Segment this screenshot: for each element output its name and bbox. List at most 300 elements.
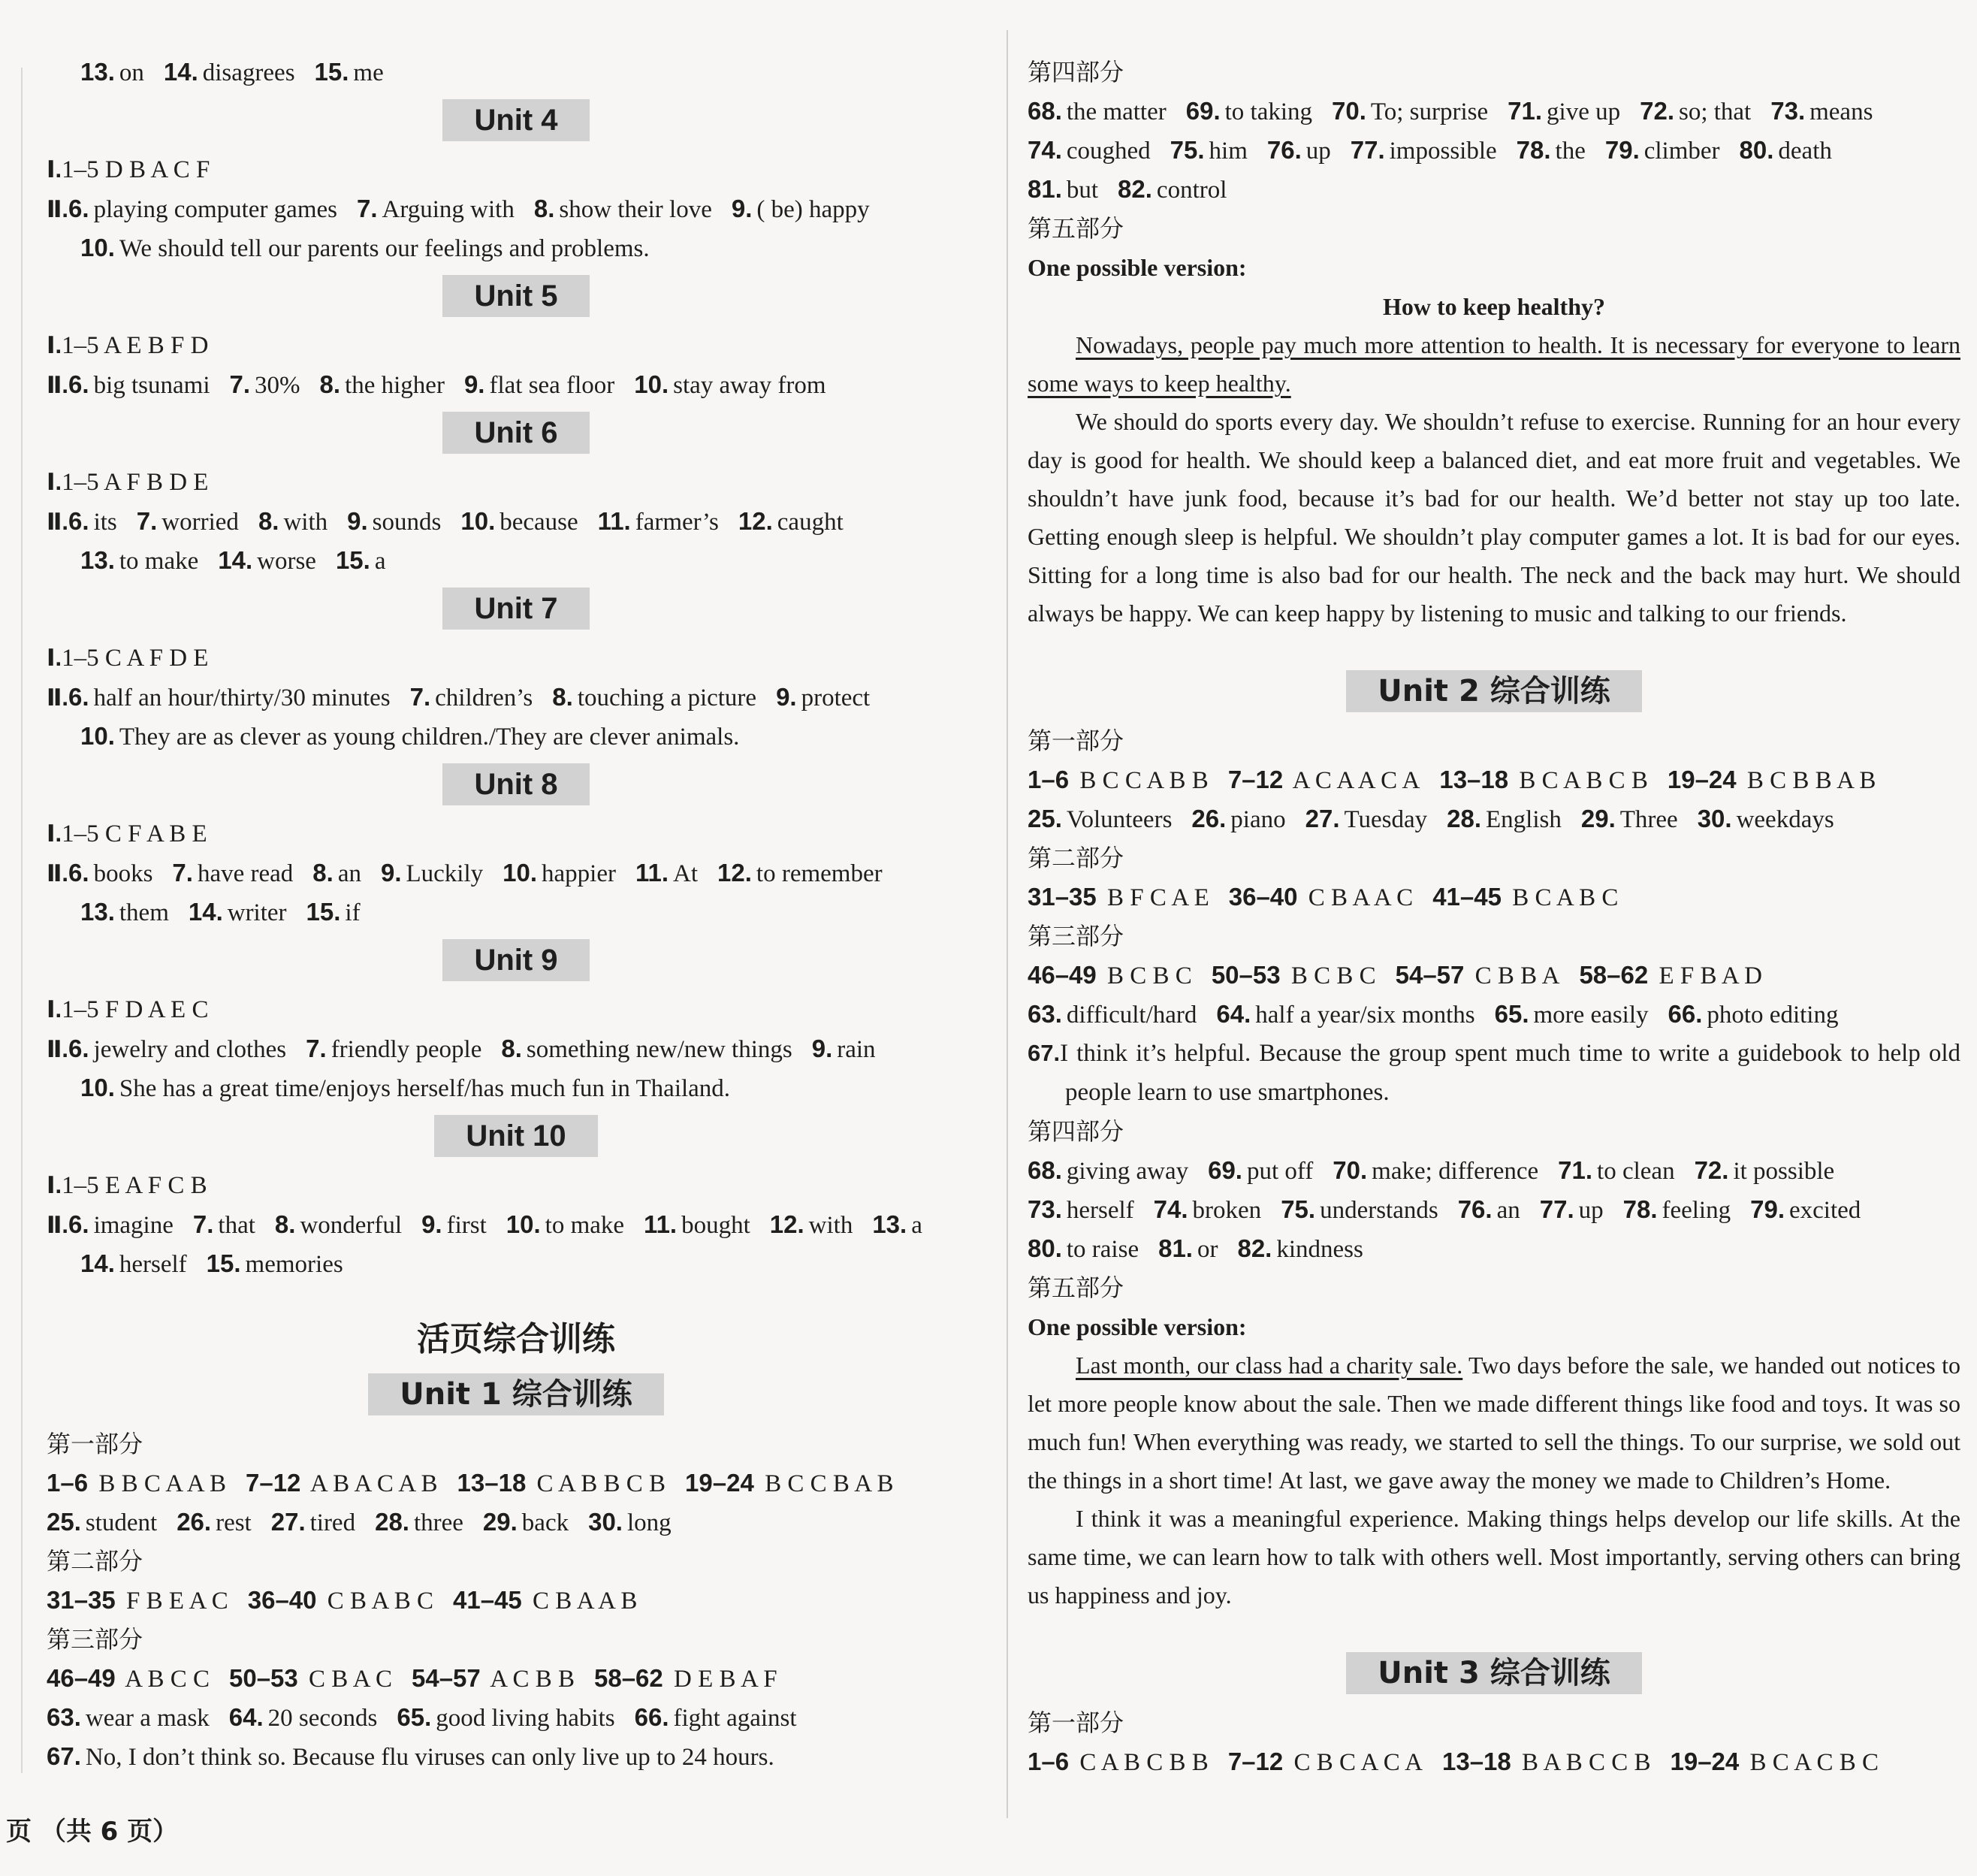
question-number: 11. (635, 859, 669, 887)
choice-group (248, 1588, 433, 1615)
unit-title: Unit 10 (434, 1115, 597, 1157)
answer-text: Volunteers (1066, 806, 1173, 833)
question-number: 25. (47, 1508, 81, 1536)
answer-line (1028, 995, 1960, 1034)
choice-letters: C B C A C A (1287, 1749, 1423, 1776)
answer-text: control (1156, 177, 1227, 204)
answer-item (312, 860, 361, 887)
answer-item (1668, 1001, 1839, 1029)
choice-answer-line (1028, 760, 1960, 799)
question-range: 58–62 (1579, 961, 1649, 989)
choice-group (594, 1666, 777, 1693)
answer-text: worse (257, 548, 316, 575)
underlined-topic-sentence: Last month, our class had a charity sale. (1076, 1352, 1463, 1379)
answer-text: caught (777, 509, 844, 536)
answer-item (776, 684, 870, 711)
question-number: 7. (136, 507, 158, 535)
question-number: 30. (1697, 805, 1732, 832)
part-label: 第五部分 (1028, 214, 1124, 243)
answer-item (1305, 806, 1428, 833)
choice-letters: 1–5 C F A B E (62, 820, 207, 847)
answer-text: a (911, 1212, 922, 1239)
answer-text: farmer’s (635, 509, 719, 536)
choice-group (457, 1470, 666, 1497)
answer-item (68, 509, 117, 536)
question-number: 69. (1208, 1156, 1242, 1184)
part-label: 第三部分 (47, 1625, 143, 1654)
choice-letters: B B C A A B (92, 1470, 226, 1497)
question-number: 6. (68, 195, 89, 222)
question-number: 9. (380, 859, 402, 887)
answer-text: tired (309, 1509, 356, 1536)
answer-text: coughed (1066, 137, 1151, 165)
roman-numeral: Ⅱ. (47, 1212, 69, 1238)
answer-item (483, 1509, 569, 1536)
answer-text: Luckily (406, 860, 484, 887)
answer-item (137, 509, 239, 536)
choice-group (412, 1666, 575, 1693)
choice-letters: 1–5 C A F D E (62, 645, 209, 672)
choice-letters: B F C A E (1100, 884, 1209, 911)
question-number: 73. (1770, 97, 1806, 125)
answer-text: jewelry and clothes (93, 1036, 287, 1063)
question-number: 7. (409, 683, 431, 711)
answer-text: its (93, 509, 117, 536)
answer-text: I think it’s helpful. Because the group spent much time to write a guidebook to help old people learn to use smartphones. (1060, 1040, 1960, 1106)
answer-item (1154, 1197, 1262, 1224)
question-number: 9. (463, 370, 485, 398)
roman-numeral: Ⅰ. (47, 820, 62, 847)
answer-line (47, 1503, 985, 1542)
page-footer: 页 （共 6 页） (6, 1817, 179, 1847)
question-number: 10. (460, 507, 496, 535)
section-one-answers (47, 463, 985, 502)
answer-text: Three (1619, 806, 1678, 833)
question-number: 6. (68, 370, 89, 398)
answer-text: him (1209, 137, 1248, 165)
answer-text: touching a picture (577, 684, 757, 711)
unit-heading (47, 588, 985, 630)
question-number: 67. (1028, 1040, 1061, 1066)
question-number: 76. (1266, 136, 1302, 164)
unit-title: Unit 8 (442, 763, 589, 805)
answer-text: means (1809, 98, 1873, 125)
part-label: 第四部分 (1028, 58, 1124, 86)
question-number: 13. (872, 1210, 907, 1238)
answer-text: excited (1788, 1197, 1861, 1224)
question-range: 46–49 (1028, 961, 1097, 989)
answer-item (1623, 1197, 1731, 1224)
answer-item (229, 1705, 378, 1732)
question-number: 7. (172, 859, 193, 887)
choice-group (1229, 884, 1413, 911)
answer-text: children’s (435, 684, 533, 711)
question-range: 13–18 (457, 1469, 527, 1497)
choice-group (685, 1470, 894, 1497)
choice-letters: B C A C B C (1743, 1749, 1879, 1776)
question-number: 13. (80, 58, 115, 86)
answer-text: Tuesday (1344, 806, 1428, 833)
choice-answer-line (1028, 878, 1960, 917)
answer-text: We should tell our parents our feelings and problems. (119, 235, 650, 262)
answer-item (68, 684, 391, 711)
answer-line (47, 1737, 985, 1776)
roman-numeral: Ⅱ. (47, 1036, 69, 1062)
roman-numeral: Ⅰ. (47, 156, 62, 183)
question-number: 9. (731, 195, 753, 222)
answer-item (1237, 1236, 1363, 1263)
answer-text: to make (119, 548, 199, 575)
answer-text: more easily (1533, 1001, 1649, 1029)
answer-text: up (1305, 137, 1331, 165)
choice-letters: C B A A B (526, 1588, 638, 1615)
question-number: 75. (1170, 136, 1205, 164)
left-margin-rule (21, 68, 23, 1773)
answer-text: the (1555, 137, 1586, 165)
answer-text: an (337, 860, 361, 887)
answer-item (1605, 137, 1720, 165)
question-range: 31–35 (1028, 883, 1097, 911)
choice-letters: 1–5 A E B F D (62, 332, 209, 359)
answer-text: student (85, 1509, 158, 1536)
question-number: 78. (1516, 136, 1551, 164)
answer-item (634, 372, 826, 399)
answer-text: She has a great time/enjoys herself/has much fun in Thailand. (119, 1075, 731, 1102)
answer-item (315, 59, 384, 86)
question-number: 70. (1332, 97, 1366, 125)
answer-text: to raise (1066, 1236, 1139, 1263)
unit-title: Unit 9 (442, 939, 589, 981)
unit-heading (47, 1373, 985, 1415)
choice-letters: C A B B C B (530, 1470, 666, 1497)
roman-numeral: Ⅰ. (47, 469, 62, 495)
question-number: 68. (1028, 97, 1062, 125)
choice-group (1212, 962, 1376, 989)
answer-text: to clean (1597, 1158, 1675, 1185)
question-number: 30. (588, 1508, 623, 1536)
question-number: 67. (47, 1742, 81, 1770)
roman-numeral: Ⅰ. (47, 996, 62, 1023)
answer-text: to remember (756, 860, 883, 887)
answer-item (1540, 1197, 1604, 1224)
roman-numeral: Ⅱ. (47, 860, 69, 887)
continued-answers (47, 1244, 985, 1283)
question-number: 29. (482, 1508, 518, 1536)
question-range: 36–40 (247, 1586, 317, 1614)
section-one-answers (47, 639, 985, 678)
answer-text: herself (119, 1251, 187, 1278)
answer-item (47, 1744, 774, 1771)
section-two-answers (47, 1205, 985, 1244)
answer-item (68, 372, 210, 399)
answer-text: happier (542, 860, 616, 887)
question-number: 8. (533, 195, 555, 222)
answer-text: it possible (1733, 1158, 1835, 1185)
answer-text: bought (681, 1212, 750, 1239)
answer-item (397, 1705, 614, 1732)
answer-item (1267, 137, 1331, 165)
answer-line (1028, 92, 1960, 131)
section-one-answers (47, 326, 985, 365)
answer-item (1158, 1236, 1218, 1263)
choice-group (1028, 767, 1209, 794)
question-number: 77. (1350, 136, 1385, 164)
answer-item (1351, 137, 1497, 165)
question-number: 71. (1508, 97, 1543, 125)
answer-item (381, 860, 483, 887)
answer-line (1028, 170, 1960, 209)
answer-item (1028, 98, 1167, 125)
question-number: 28. (1447, 805, 1482, 832)
answer-item (47, 1509, 157, 1536)
question-number: 12. (738, 507, 773, 535)
choice-letters: 1–5 E A F C B (62, 1172, 207, 1199)
answer-line (1028, 799, 1960, 838)
answer-item (717, 860, 883, 887)
part-label: 第二部分 (47, 1547, 143, 1575)
answer-text: put off (1246, 1158, 1314, 1185)
answer-item (80, 899, 169, 926)
choice-letters: A B C C (119, 1666, 210, 1693)
answer-item (193, 1212, 255, 1239)
choice-group (1671, 1749, 1879, 1776)
choice-letters: C B B A (1468, 962, 1560, 989)
answer-text: giving away (1066, 1158, 1189, 1185)
answer-item (410, 684, 533, 711)
roman-numeral: Ⅰ. (47, 1172, 62, 1198)
spacer (1028, 1615, 1960, 1645)
question-number: 25. (1028, 805, 1062, 832)
question-number: 10. (80, 722, 115, 750)
question-range: 13–18 (1441, 1748, 1511, 1775)
question-number: 74. (1028, 136, 1062, 164)
question-number: 28. (375, 1508, 409, 1536)
section-two-answers (47, 853, 985, 893)
answer-text: an (1496, 1197, 1520, 1224)
answer-item (1028, 1236, 1139, 1263)
choice-group (1432, 884, 1618, 911)
choice-group (1028, 884, 1209, 911)
question-number: 14. (80, 1249, 115, 1277)
question-number: 10. (80, 1074, 115, 1101)
choice-letters: B C C A B B (1073, 767, 1209, 794)
choice-group (1228, 767, 1420, 794)
answer-text: the higher (345, 372, 445, 399)
choice-answer-line (47, 1659, 985, 1698)
answer-item (770, 1212, 853, 1239)
question-number: 8. (274, 1210, 296, 1238)
answer-text: herself (1066, 1197, 1134, 1224)
answer-item (68, 196, 337, 223)
answer-text: half an hour/thirty/30 minutes (93, 684, 391, 711)
choice-letters: E F B A D (1653, 962, 1762, 989)
section-two-answers (47, 365, 985, 404)
question-number: 81. (1158, 1234, 1193, 1262)
answer-item (1028, 1158, 1188, 1185)
question-number: 29. (1580, 805, 1616, 832)
answer-line (1028, 131, 1960, 170)
answer-text: them (119, 899, 169, 926)
answer-text: imagine (93, 1212, 174, 1239)
answer-item (1695, 1158, 1835, 1185)
answer-line (47, 1698, 985, 1737)
essay-paragraph (1028, 1346, 1960, 1500)
question-number: 10. (503, 859, 538, 887)
question-range: 1–6 (47, 1469, 89, 1497)
answer-text: show their love (559, 196, 712, 223)
question-range: 7–12 (246, 1469, 301, 1497)
answer-text: a (374, 548, 386, 575)
section-title: 活页综合训练 (417, 1320, 615, 1358)
answer-item (68, 1036, 286, 1063)
question-number: 79. (1604, 136, 1640, 164)
question-number: 7. (306, 1035, 327, 1062)
answer-item (1508, 98, 1620, 125)
unit-title: Unit 4 (442, 99, 589, 141)
answer-text: To; surprise (1370, 98, 1489, 125)
answer-text: piano (1230, 806, 1286, 833)
choice-group (1228, 1749, 1423, 1776)
question-number: 10. (80, 234, 115, 261)
section-two-answers (47, 189, 985, 228)
continued-answers (47, 228, 985, 267)
answer-text: understands (1320, 1197, 1438, 1224)
answer-item (1495, 1001, 1649, 1029)
question-range: 50–53 (1211, 961, 1281, 989)
answer-text: three (413, 1509, 463, 1536)
question-number: 6. (68, 683, 89, 711)
answer-text: ( be) happy (756, 196, 870, 223)
answer-text: stay away from (673, 372, 826, 399)
answer-text: up (1578, 1197, 1604, 1224)
answer-text: if (345, 899, 361, 926)
question-number: 27. (270, 1508, 306, 1536)
question-number: 74. (1153, 1195, 1188, 1223)
question-number: 6. (68, 1035, 89, 1062)
choice-letters: B C A B C B (1513, 767, 1648, 794)
column-divider (1007, 30, 1008, 1818)
question-range: 1–6 (1028, 766, 1070, 793)
choice-group (47, 1588, 228, 1615)
answer-item (635, 860, 698, 887)
section-one-answers (47, 990, 985, 1029)
answer-text: weekdays (1736, 806, 1834, 833)
answer-item (68, 1212, 174, 1239)
question-number: 70. (1333, 1156, 1368, 1184)
answer-item (1333, 1158, 1538, 1185)
spacer (1028, 633, 1960, 663)
roman-numeral: Ⅰ. (47, 332, 62, 358)
answer-item (172, 860, 293, 887)
answer-item (460, 509, 578, 536)
carryover-line (47, 53, 985, 92)
unit-heading (47, 763, 985, 805)
answer-text: first (446, 1212, 487, 1239)
answer-item (1186, 98, 1312, 125)
answer-text: to taking (1224, 98, 1313, 125)
question-number: 73. (1028, 1195, 1062, 1223)
answer-item (1640, 98, 1751, 125)
question-number: 65. (1494, 1000, 1529, 1028)
question-number: 6. (68, 1210, 89, 1238)
unit-title: Unit 6 (442, 412, 589, 454)
choice-answer-line (1028, 1742, 1960, 1781)
question-number: 72. (1640, 97, 1674, 125)
answer-item (1740, 137, 1832, 165)
answer-item (1028, 1001, 1197, 1029)
question-number: 82. (1118, 175, 1152, 203)
answer-text: sounds (372, 509, 442, 536)
choice-letters: C A B C B B (1073, 1749, 1209, 1776)
answer-item (1216, 1001, 1474, 1029)
question-number: 9. (421, 1210, 442, 1238)
choice-letters: B C B C (1284, 962, 1376, 989)
answer-text: long (626, 1509, 672, 1536)
answer-item (598, 509, 719, 536)
question-number: 12. (769, 1210, 804, 1238)
question-number: 68. (1028, 1156, 1062, 1184)
question-number: 10. (634, 370, 669, 398)
answer-text: have read (197, 860, 294, 887)
answer-text: that (218, 1212, 255, 1239)
answer-item (1517, 137, 1586, 165)
choice-letters: D E B A F (667, 1666, 777, 1693)
question-range: 31–35 (47, 1586, 116, 1614)
choice-letters: C B A C (302, 1666, 392, 1693)
answer-text: but (1066, 177, 1099, 204)
answer-item (306, 899, 361, 926)
choice-group (1442, 1749, 1651, 1776)
roman-numeral: Ⅱ. (47, 372, 69, 398)
answer-item (357, 196, 515, 223)
question-number: 69. (1185, 97, 1221, 125)
answer-item (218, 548, 316, 575)
answer-text: half a year/six months (1255, 1001, 1475, 1029)
question-number: 66. (634, 1703, 669, 1731)
question-number: 10. (506, 1210, 541, 1238)
answer-text: feeling (1662, 1197, 1731, 1224)
section-two-answers (47, 502, 985, 541)
question-number: 12. (717, 859, 752, 887)
answer-item (732, 196, 870, 223)
unit-heading (47, 412, 985, 454)
roman-numeral: Ⅰ. (47, 645, 62, 671)
answer-line (1028, 1151, 1960, 1190)
choice-group (1028, 962, 1192, 989)
section-one-answers (47, 150, 985, 189)
answer-text: worried (161, 509, 239, 536)
choice-group (1439, 767, 1648, 794)
underlined-topic-sentence: Nowadays, people pay much more attention to health. It is necessary for everyone to learn some ways to keep healthy. (1028, 331, 1960, 397)
question-number: 8. (319, 370, 341, 398)
answer-text: difficult/hard (1066, 1001, 1197, 1029)
part-label: 第三部分 (1028, 922, 1124, 950)
question-number: 8. (312, 859, 334, 887)
choice-group (1579, 962, 1762, 989)
question-number: 14. (218, 546, 253, 574)
question-number: 80. (1739, 136, 1774, 164)
answer-item (812, 1036, 876, 1063)
answer-item (503, 860, 616, 887)
answer-text: or (1197, 1236, 1218, 1263)
question-number: 76. (1457, 1195, 1493, 1223)
question-number: 6. (68, 507, 89, 535)
unit-heading (1028, 670, 1960, 712)
question-number: 75. (1281, 1195, 1316, 1223)
question-number: 9. (811, 1035, 833, 1062)
open-answer-line (1028, 1034, 1960, 1112)
answer-text: memories (245, 1251, 343, 1278)
